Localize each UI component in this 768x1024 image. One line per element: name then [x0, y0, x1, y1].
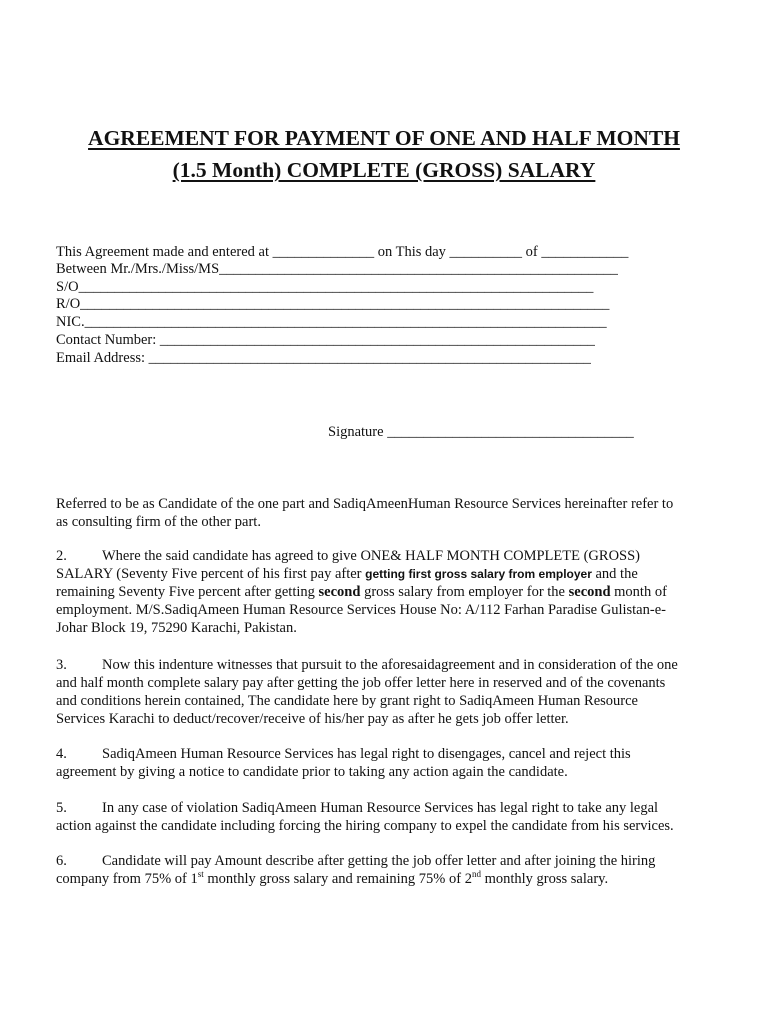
clause-2-line-2-emphasis: getting first gross salary from employer [365, 567, 592, 581]
clause-4-line-2: agreement by giving a notice to candidate prior to taking any action again the candidate. [56, 764, 568, 780]
clause-4-number: 4. [56, 746, 67, 762]
nic-field: NIC.________________________________________________________________________ [56, 314, 607, 330]
clause-3-line-4: Services Karachi to deduct/recover/receive of his/her pay as after he gets job offer letter. [56, 711, 569, 727]
clause-2-second-bold-1: second [318, 584, 361, 600]
intro-paragraph [56, 495, 716, 531]
clause-6-superscript-st: st [197, 869, 204, 880]
clause-5-line-2: action against the candidate including forcing the hiring company to expel the candidate from his services. [56, 818, 674, 834]
clause-2-paragraph [56, 547, 716, 637]
clause-3-line-3: and conditions herein contained, The candidate here by grant right to SadiqAmeen Human Resource [56, 693, 638, 709]
clause-6-line-2a: company from 75% of 1 [56, 871, 198, 887]
clause-5-paragraph [56, 799, 716, 835]
clause-5-line-1: In any case of violation SadiqAmeen Human Resource Services has legal right to take any legal [102, 800, 659, 816]
agreement-place-date-field: This Agreement made and entered at ______________ on This day __________ of ____________ [56, 244, 629, 260]
signature-line: Signature __________________________________ [328, 424, 634, 440]
clause-6-superscript-nd: nd [471, 869, 481, 880]
intro-line-1: Referred to be as Candidate of the one part and SadiqAmeenHuman Resource Services hereinafter refer to [56, 496, 674, 512]
clause-3-number: 3. [56, 657, 67, 673]
intro-line-2: as consulting firm of the other part. [56, 514, 261, 530]
email-address-field: Email Address: _____________________________________________________________ [56, 350, 591, 366]
clause-6-line-2c: monthly gross salary. [480, 871, 609, 887]
clause-2-line-4: employment. M/S.SadiqAmeen Human Resource Services House No: A/112 Farhan Paradise Gulistan-e- [56, 602, 666, 618]
clause-2-line-3c: gross salary from employer for the [360, 584, 569, 600]
son-of-field: S/O_______________________________________________________________________ [56, 279, 594, 295]
clause-6-number: 6. [56, 853, 67, 869]
contact-number-field: Contact Number: ____________________________________________________________ [56, 332, 595, 348]
clause-2-line-1: Where the said candidate has agreed to give ONE& HALF MONTH COMPLETE (GROSS) [102, 548, 641, 564]
clause-2-second-bold-2: second [568, 584, 611, 600]
clause-2-line-3a: remaining Seventy Five percent after getting [56, 584, 319, 600]
clause-3-paragraph [56, 656, 716, 728]
clause-3-line-2: and half month complete salary pay after getting the job offer letter here in reserved and of the covenants [56, 675, 666, 691]
document-title-line-2: (1.5 Month) COMPLETE (GROSS) SALARY [172, 158, 596, 182]
clause-2-line-2a: SALARY (Seventy Five percent of his first pay after [56, 566, 366, 582]
clause-6-paragraph [56, 852, 716, 888]
clause-2-line-3e: month of [610, 584, 667, 600]
clause-2-line-5: Johar Block 19, 75290 Karachi, Pakistan. [56, 620, 297, 636]
clause-2-number: 2. [56, 548, 67, 564]
document-title-line-1: AGREEMENT FOR PAYMENT OF ONE AND HALF MONTH [88, 126, 680, 150]
clause-2-line-2c: and the [591, 566, 638, 582]
clause-5-number: 5. [56, 800, 67, 816]
clause-6-line-2b: monthly gross salary and remaining 75% of 2 [203, 871, 472, 887]
between-name-field: Between Mr./Mrs./Miss/MS_______________________________________________________ [56, 261, 618, 277]
clause-4-paragraph [56, 745, 716, 781]
clause-6-line-1: Candidate will pay Amount describe after getting the job offer letter and after joining the hiring [102, 853, 656, 869]
clause-4-line-1: SadiqAmeen Human Resource Services has legal right to disengages, cancel and reject this [102, 746, 631, 762]
resident-of-field: R/O_________________________________________________________________________ [56, 296, 610, 312]
clause-3-line-1: Now this indenture witnesses that pursuit to the aforesaidagreement and in consideration of the one [102, 657, 678, 673]
